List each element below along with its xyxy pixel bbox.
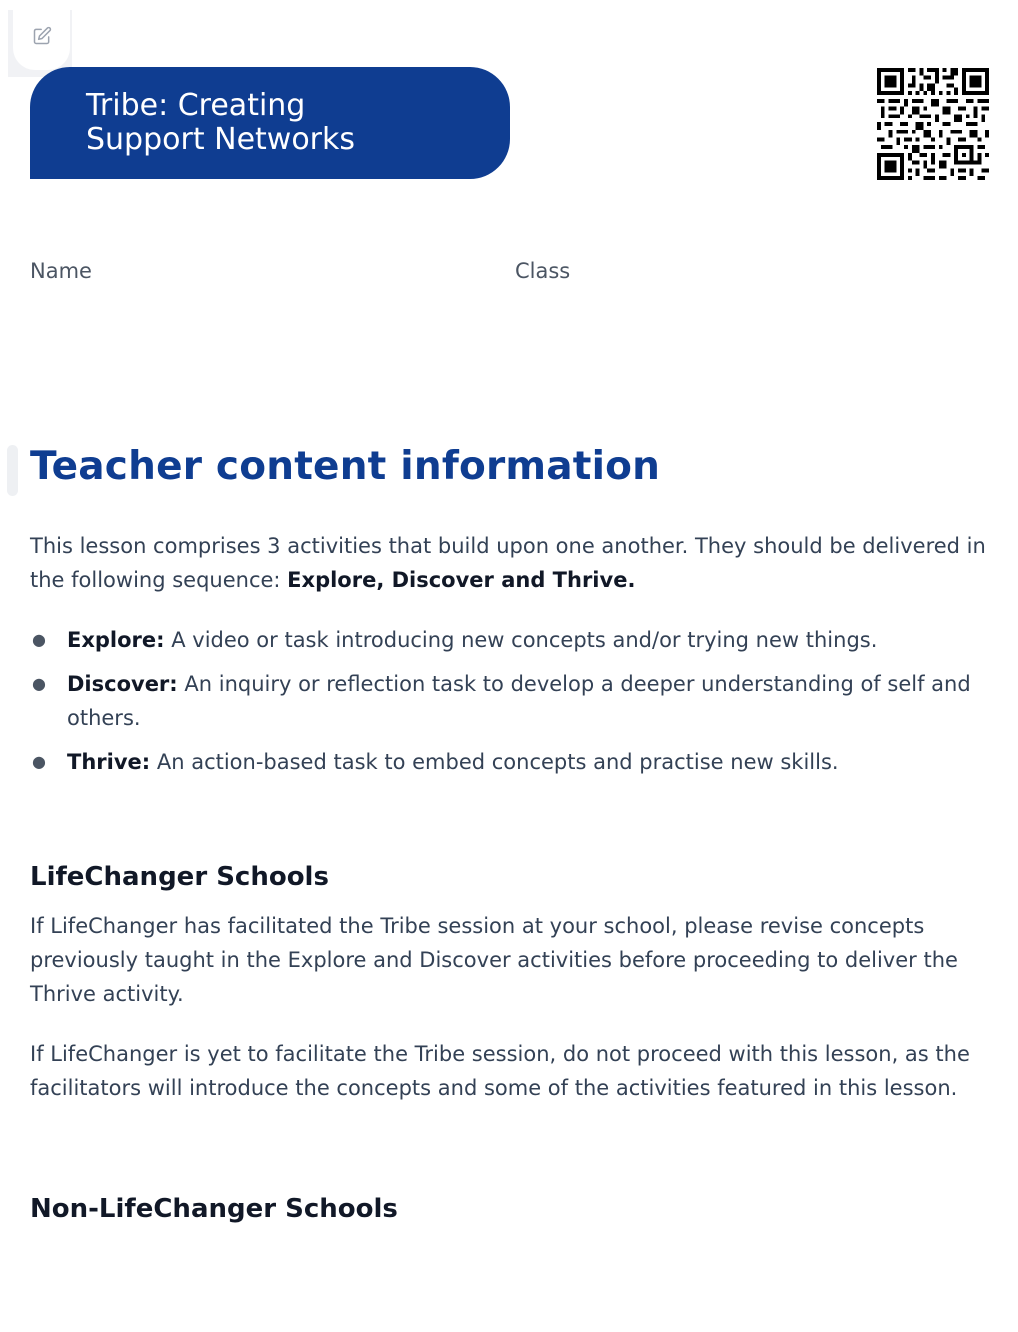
section-title: Teacher content information: [30, 444, 661, 489]
lifechanger-paragraph-not-facilitated: If LifeChanger is yet to facilitate the Tribe session, do not proceed with this lesson, as the facilitators will introduce the concepts and some of the activities featured in this lesson.: [30, 1042, 970, 1100]
qr-code-icon: [877, 68, 989, 180]
lifechanger-schools-heading: LifeChanger Schools: [30, 862, 329, 892]
bullet-icon: ●: [32, 674, 46, 693]
class-field-label: Class: [515, 259, 571, 283]
name-field-label: Name: [30, 259, 92, 283]
intro-sequence: Explore, Discover and Thrive.: [287, 568, 636, 592]
edit-button[interactable]: [13, 10, 70, 70]
teacher-content: [30, 440, 995, 1227]
bullet-icon: ●: [32, 630, 46, 649]
title-banner: [30, 67, 510, 179]
activity-label: Thrive:: [67, 750, 151, 774]
activity-label: Discover:: [67, 672, 178, 696]
intro-paragraph: [30, 529, 995, 597]
activity-description: An action-based task to embed concepts and practise new skills.: [150, 750, 839, 774]
activity-list: [30, 623, 995, 779]
non-lifechanger-schools-heading: Non-LifeChanger Schools: [30, 1194, 398, 1224]
list-item-discover: [30, 667, 995, 735]
activity-description: A video or task introducing new concepts and/or trying new things.: [164, 628, 878, 652]
list-item-explore: [30, 623, 995, 657]
activity-label: Explore:: [67, 628, 165, 652]
activity-description: An inquiry or reflection task to develop a deeper understanding of self and others.: [67, 672, 971, 730]
worksheet-title: Tribe: Creating Support Networks: [86, 88, 356, 157]
bullet-icon: ●: [32, 752, 46, 771]
lifechanger-paragraph-facilitated: If LifeChanger has facilitated the Tribe session at your school, please revise concepts previously taught in the Explore and Discover activities before proceeding to deliver the Thrive activity.: [30, 914, 958, 1006]
list-item-thrive: [30, 745, 995, 779]
intro-text: This lesson comprises 3 activities that build upon one another. They should be delivered in the following sequence:: [30, 534, 986, 592]
section-marker: [7, 445, 18, 496]
edit-icon: [32, 30, 52, 50]
